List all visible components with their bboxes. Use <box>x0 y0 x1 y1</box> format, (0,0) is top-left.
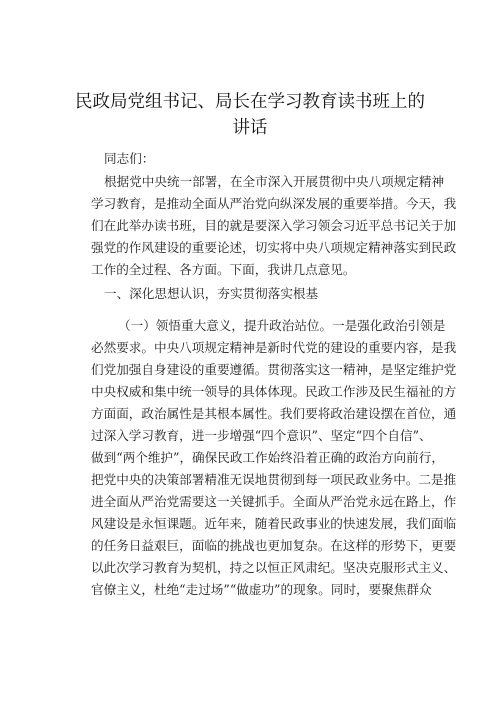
paragraph-2-line: 做到“两个维护”，确保民政工作始终沿着正确的政治方向前行， <box>91 450 444 465</box>
document-title-line-2: 讲话 <box>232 118 268 138</box>
document-title-line-1: 民政局党组书记、局长在学习教育读书班上的 <box>75 92 425 112</box>
paragraph-1-line: 强党的作风建设的重要论述，切实将中央八项规定精神落实到民政 <box>91 240 457 255</box>
paragraph-2-line: 官僚主义，杜绝“走过场”“做虚功”的现象。同时，要聚焦群众 <box>91 582 432 597</box>
paragraph-2-line: 风建设是永恒课题。近年来，随着民政事业的快速发展，我们面临 <box>91 516 457 531</box>
paragraph-1-line: 学习教育，是推动全面从严治党向纵深发展的重要举措。今天，我 <box>91 196 457 211</box>
salutation: 同志们： <box>104 151 155 166</box>
section-heading: 一、深化思想认识，夯实贯彻落实根基 <box>104 286 319 301</box>
paragraph-2-line: 们党加强自身建设的重要遵循。贯彻落实这一精神，是坚定维护党 <box>91 362 457 377</box>
paragraph-2-line: 以此次学习教育为契机，持之以恒正风肃纪。坚决克服形式主义、 <box>91 560 457 575</box>
paragraph-2-line: 过深入学习教育，进一步增强“四个意识”、坚定“四个自信”、 <box>91 428 432 443</box>
paragraph-2-line: 的任务日益艰巨，面临的挑战也更加复杂。在这样的形势下，更要 <box>91 538 457 553</box>
paragraph-2-line: 把党中央的决策部署精准无误地贯彻到每一项民政业务中。二是推 <box>91 472 457 487</box>
paragraph-1-line: 们在此举办读书班，目的就是要深入学习领会习近平总书记关于加 <box>91 218 457 233</box>
paragraph-2-line: 方面面，政治属性是其根本属性。我们要将政治建设摆在首位，通 <box>91 406 457 421</box>
paragraph-1-line: 根据党中央统一部署，在全市深入开展贯彻中央八项规定精神 <box>104 174 445 189</box>
paragraph-2-line: 中央权威和集中统一领导的具体体现。民政工作涉及民生福祉的方 <box>91 384 457 399</box>
paragraph-2-line: 必然要求。中央八项规定精神是新时代党的建设的重要内容，是我 <box>91 340 457 355</box>
paragraph-1-line: 工作的全过程、各方面。下面，我讲几点意见。 <box>91 262 356 277</box>
paragraph-2-line: （一）领悟重大意义，提升政治站位。一是强化政治引领是 <box>118 318 446 333</box>
paragraph-2-line: 进全面从严治党需要这一关键抓手。全面从严治党永远在路上，作 <box>91 494 457 509</box>
